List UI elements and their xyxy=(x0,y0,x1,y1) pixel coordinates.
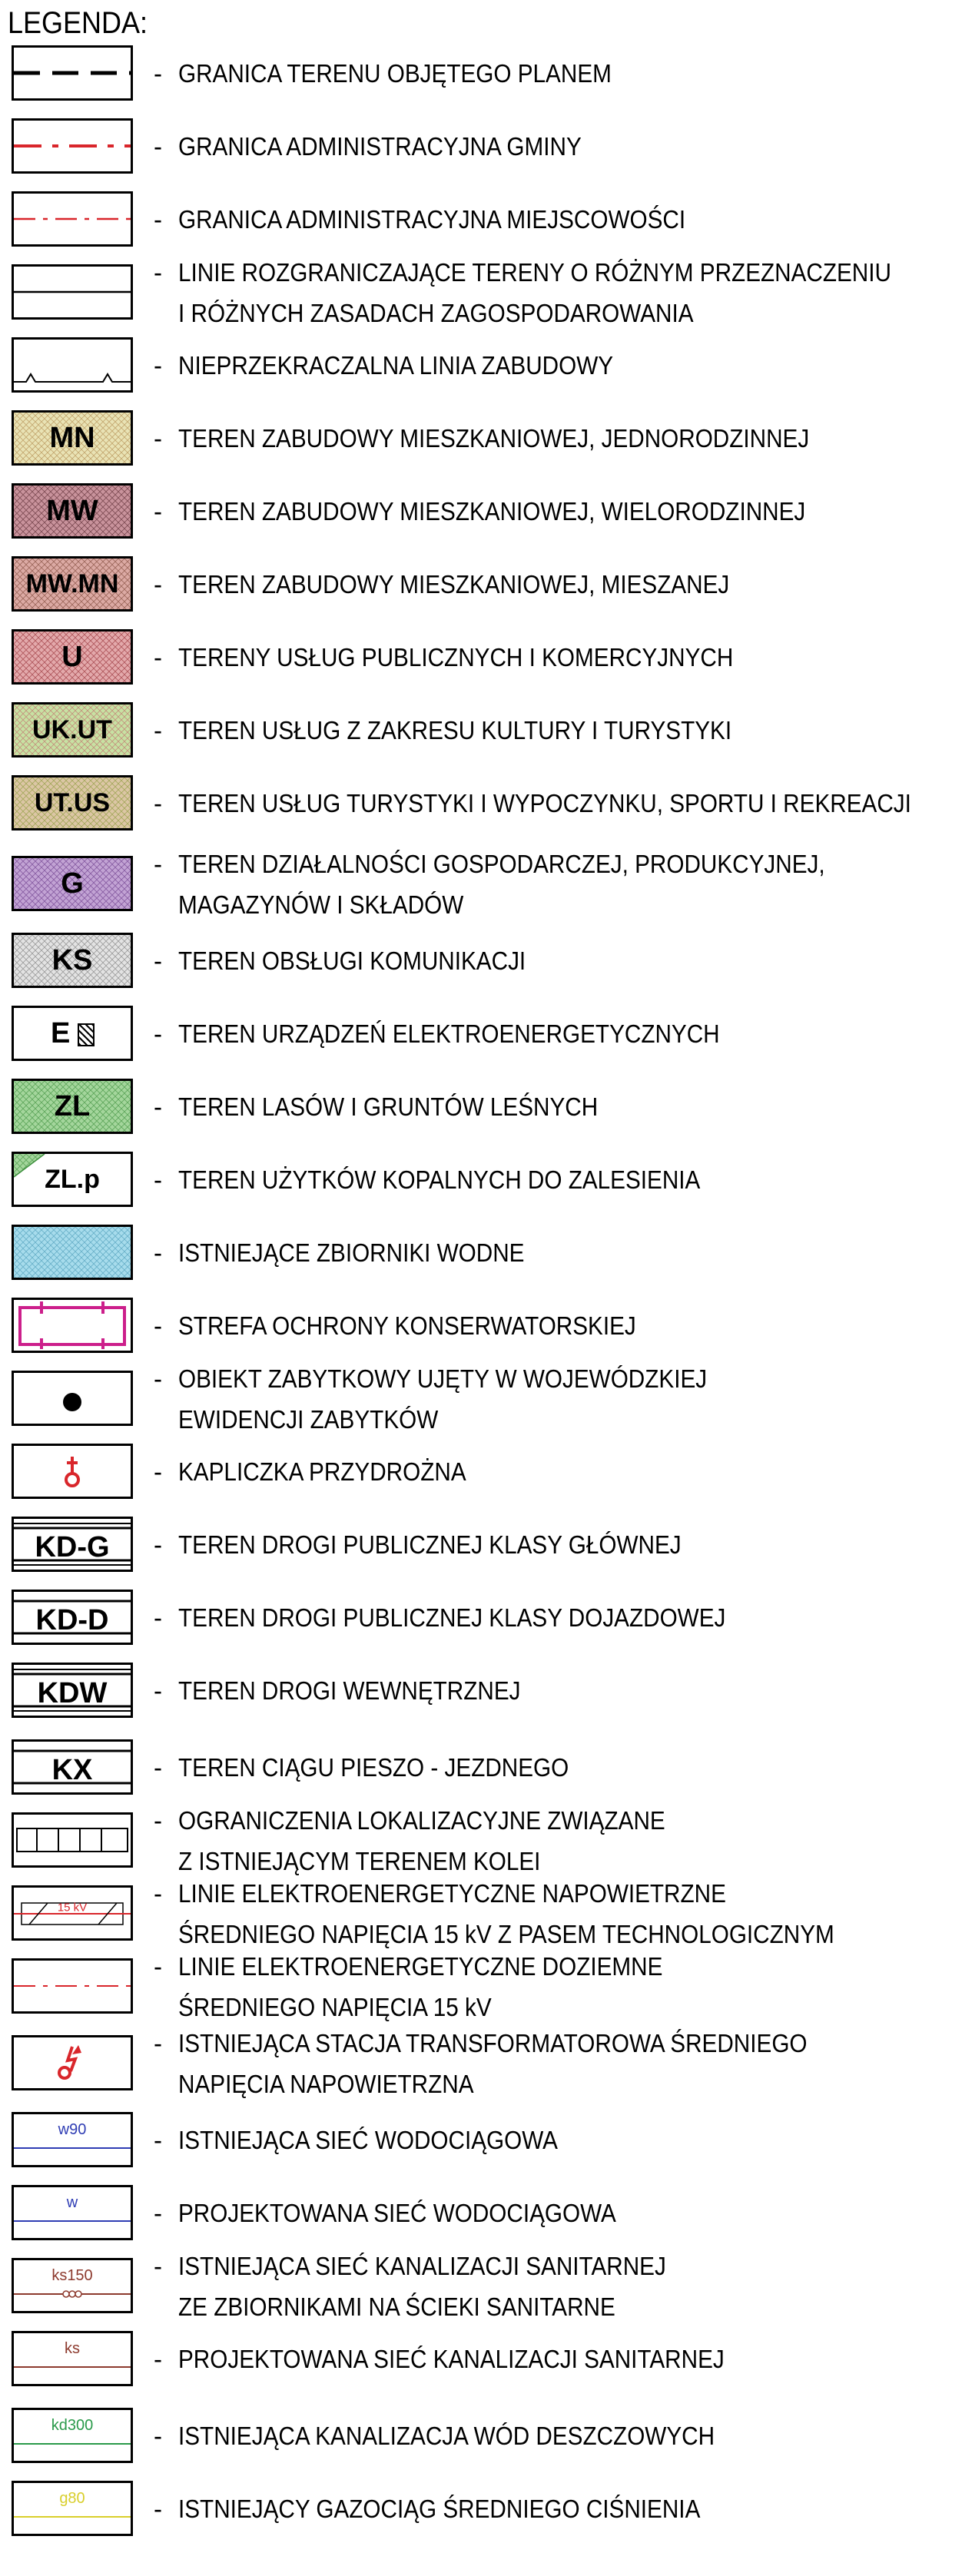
bullet-dash: - xyxy=(154,2126,162,2154)
description-line: TEREN USŁUG TURYSTYKI I WYPOCZYNKU, SPORTU I REKREACJI xyxy=(178,789,911,817)
symbol-graphic xyxy=(14,1446,131,1497)
description-line: OGRANICZENIA LOKALIZACYJNE ZWIĄZANE xyxy=(178,1806,665,1835)
legend-description xyxy=(178,1670,520,1711)
legend-item xyxy=(0,483,962,539)
legend-symbol xyxy=(12,1152,133,1207)
symbol-code: MW.MN xyxy=(25,569,119,598)
bullet-dash: - xyxy=(154,1879,162,1908)
symbol-graphic xyxy=(14,340,131,390)
description-line: TEREN CIĄGU PIESZO - JEZDNEGO xyxy=(178,1753,569,1782)
tank-circle xyxy=(69,2291,75,2297)
bullet-dash: - xyxy=(154,1952,162,1981)
description-line: ISTNIEJĄCA KANALIZACJA WÓD DESZCZOWYCH xyxy=(178,2422,715,2450)
legend-item xyxy=(0,1590,962,1645)
description-line: STREFA OCHRONY KONSERWATORSKIEJ xyxy=(178,1311,636,1340)
description-line: GRANICA ADMINISTRACYJNA MIEJSCOWOŚCI xyxy=(178,205,686,234)
symbol-graphic xyxy=(14,2037,131,2088)
legend-description xyxy=(178,2488,700,2529)
legend-item xyxy=(0,1663,962,1718)
symbol-code: ks150 xyxy=(51,2266,93,2284)
legend-symbol xyxy=(12,410,133,466)
legend-description xyxy=(178,1800,665,1881)
bullet-dash: - xyxy=(154,1457,162,1486)
symbol-code: ks xyxy=(65,2339,80,2357)
legend-item xyxy=(0,45,962,101)
building-line xyxy=(14,374,131,382)
bullet-dash: - xyxy=(154,1165,162,1194)
bullet-dash: - xyxy=(154,2345,162,2373)
bullet-dash: - xyxy=(154,1806,162,1835)
symbol-code: UT.US xyxy=(34,788,111,817)
description-line: TEREN USŁUG Z ZAKRESU KULTURY I TURYSTYKI xyxy=(178,716,732,744)
legend-description xyxy=(178,564,729,605)
legend-symbol xyxy=(12,1517,133,1572)
legend-description xyxy=(178,1747,569,1788)
description-line: TEREN DROGI WEWNĘTRZNEJ xyxy=(178,1676,521,1705)
bullet-dash: - xyxy=(154,2422,162,2450)
legend-symbol xyxy=(12,2185,133,2240)
bullet-dash: - xyxy=(154,1676,162,1705)
description-line: TERENY USŁUG PUBLICZNYCH I KOMERCYJNYCH xyxy=(178,643,734,671)
description-line: ISTNIEJĄCA STACJA TRANSFORMATOROWA ŚREDNIEGO xyxy=(178,2029,808,2057)
legend-item xyxy=(0,629,962,685)
description-line: ISTNIEJĄCA SIEĆ KANALIZACJI SANITARNEJ xyxy=(178,2252,666,2280)
legend-symbol xyxy=(12,45,133,101)
legend-symbol xyxy=(12,933,133,988)
bullet-dash: - xyxy=(154,716,162,744)
bullet-dash: - xyxy=(154,789,162,817)
description-line: LINIE ELEKTROENERGETYCZNE DOZIEMNE xyxy=(178,1952,663,1981)
legend-description xyxy=(178,1524,682,1565)
legend-description xyxy=(178,53,612,94)
symbol-code: kd300 xyxy=(51,2416,94,2434)
description-line: TEREN ZABUDOWY MIESZKANIOWEJ, MIESZANEJ xyxy=(178,570,730,598)
bullet-dash: - xyxy=(154,570,162,598)
symbol-code: MW xyxy=(46,495,98,527)
legend-symbol xyxy=(12,191,133,247)
bullet-dash: - xyxy=(154,1603,162,1632)
description-line: TEREN ZABUDOWY MIESZKANIOWEJ, WIELORODZINNEJ xyxy=(178,497,806,525)
legend-description xyxy=(178,1159,700,1200)
symbol-code: KD-D xyxy=(35,1603,109,1636)
description-line: TEREN DROGI PUBLICZNEJ KLASY GŁÓWNEJ xyxy=(178,1530,682,1559)
legend-description xyxy=(178,345,613,386)
legend-symbol xyxy=(12,1298,133,1353)
legend-item xyxy=(0,1806,962,1875)
legend-symbol xyxy=(12,337,133,393)
description-line: ISTNIEJĄCE ZBIORNIKI WODNE xyxy=(178,1238,525,1267)
description-line: TEREN ZABUDOWY MIESZKANIOWEJ, JEDNORODZINNEJ xyxy=(178,424,810,453)
legend-description xyxy=(178,1597,725,1638)
symbol-code: KS xyxy=(51,944,93,976)
legend-description xyxy=(178,940,526,981)
legend-symbol xyxy=(12,2258,133,2313)
bullet-dash: - xyxy=(154,2495,162,2523)
legend-description xyxy=(178,844,825,925)
symbol-graphic xyxy=(14,1961,131,2011)
description-line: TEREN DROGI PUBLICZNEJ KLASY DOJAZDOWEJ xyxy=(178,1603,726,1632)
description-line: ZE ZBIORNIKAMI NA ŚCIEKI SANITARNE xyxy=(178,2293,615,2321)
legend-item xyxy=(0,1879,962,1948)
legend-description xyxy=(178,1305,636,1346)
legend-symbol xyxy=(12,264,133,320)
legend-item xyxy=(0,2029,962,2098)
legend-symbol xyxy=(12,856,133,911)
legend-item xyxy=(0,1444,962,1499)
bullet-dash: - xyxy=(154,850,162,878)
legend-symbol xyxy=(12,2112,133,2167)
symbol-code: KX xyxy=(51,1753,93,1786)
legend-description xyxy=(178,2415,715,2456)
legend-description xyxy=(178,783,911,824)
symbol-code: w90 xyxy=(58,2120,87,2138)
description-line: ŚREDNIEGO NAPIĘCIA 15 kV xyxy=(178,1993,492,2021)
symbol-graphic xyxy=(14,48,131,98)
bullet-dash: - xyxy=(154,59,162,88)
legend-symbol xyxy=(12,1590,133,1645)
description-line: TEREN URZĄDZEŃ ELEKTROENERGETYCZNYCH xyxy=(178,1019,720,1048)
legend-description xyxy=(178,1013,720,1054)
bullet-dash: - xyxy=(154,1238,162,1267)
description-line: OBIEKT ZABYTKOWY UJĘTY W WOJEWÓDZKIEJ xyxy=(178,1364,708,1393)
legend-item xyxy=(0,1364,962,1434)
monument-dot xyxy=(63,1393,81,1411)
legend-item xyxy=(0,2185,962,2240)
legend-item xyxy=(0,850,962,919)
bolt-head xyxy=(72,2045,81,2054)
legend-item xyxy=(0,2408,962,2463)
description-line: NIEPRZEKRACZALNA LINIA ZABUDOWY xyxy=(178,351,614,380)
symbol-code: 15 kV xyxy=(57,1901,88,1915)
legend-symbol xyxy=(12,1079,133,1134)
legend-description xyxy=(178,1873,834,1954)
legend-symbol xyxy=(12,2035,133,2090)
bullet-dash: - xyxy=(154,205,162,234)
bullet-dash: - xyxy=(154,1753,162,1782)
symbol-code: G xyxy=(61,867,84,900)
symbol-graphic xyxy=(14,1300,131,1351)
legend-item xyxy=(0,1079,962,1134)
bullet-dash: - xyxy=(154,2252,162,2280)
legend-symbol xyxy=(12,775,133,830)
description-line: Z ISTNIEJĄCYM TERENEM KOLEI xyxy=(178,1847,541,1875)
description-line: ISTNIEJĄCA SIEĆ WODOCIĄGOWA xyxy=(178,2126,558,2154)
legend-symbol xyxy=(12,1958,133,2014)
legend-description xyxy=(178,2193,616,2233)
bullet-dash: - xyxy=(154,1311,162,1340)
legend-description xyxy=(178,2120,558,2160)
chapel-circle xyxy=(66,1474,78,1486)
bullet-dash: - xyxy=(154,1530,162,1559)
legend-item xyxy=(0,1006,962,1061)
trafo-circle xyxy=(59,2067,70,2078)
rail-box xyxy=(17,1828,128,1852)
description-line: NAPIĘCIA NAPOWIETRZNA xyxy=(178,2070,474,2098)
legend-item xyxy=(0,1517,962,1572)
legend-item xyxy=(0,1152,962,1207)
legend-description xyxy=(178,1086,598,1127)
legend-item xyxy=(0,258,962,327)
symbol-graphic xyxy=(14,1815,131,1865)
legend-symbol xyxy=(12,1371,133,1426)
tank-circle xyxy=(63,2291,69,2297)
bullet-dash: - xyxy=(154,947,162,975)
bullet-dash: - xyxy=(154,1364,162,1393)
legend-item xyxy=(0,2112,962,2167)
bullet-dash: - xyxy=(154,1019,162,1048)
legend-item xyxy=(0,775,962,830)
legend-description xyxy=(178,199,685,240)
symbol-graphic xyxy=(14,121,131,171)
legend-symbol xyxy=(12,1006,133,1061)
legend-description xyxy=(178,2339,725,2379)
legend-symbol xyxy=(12,629,133,685)
legend-description xyxy=(178,418,809,459)
bullet-dash: - xyxy=(154,497,162,525)
description-line: TEREN UŻYTKÓW KOPALNYCH DO ZALESIENIA xyxy=(178,1165,701,1194)
symbol-code: E xyxy=(51,1019,131,1048)
bullet-dash: - xyxy=(154,258,162,287)
legend-description xyxy=(178,491,805,532)
legend-item xyxy=(0,2331,962,2386)
symbol-code: KDW xyxy=(37,1676,108,1709)
legend-symbol xyxy=(12,1444,133,1499)
description-line: KAPLICZKA PRZYDROŻNA xyxy=(178,1457,466,1486)
legend-item xyxy=(0,337,962,393)
legend-description xyxy=(178,2023,808,2104)
description-line: PROJEKTOWANA SIEĆ WODOCIĄGOWA xyxy=(178,2199,616,2227)
legend-description xyxy=(178,1232,524,1273)
legend-symbol xyxy=(12,2408,133,2463)
substation-icon xyxy=(78,1023,95,1046)
symbol-graphic xyxy=(14,1373,131,1424)
description-line: PROJEKTOWANA SIEĆ KANALIZACJI SANITARNEJ xyxy=(178,2345,725,2373)
zone-frame xyxy=(20,1308,124,1344)
area-hatch xyxy=(14,1227,131,1278)
symbol-code: U xyxy=(61,641,83,673)
legend-symbol xyxy=(12,1739,133,1795)
description-line: GRANICA TERENU OBJĘTEGO PLANEM xyxy=(178,59,612,88)
symbol-graphic xyxy=(14,1227,131,1278)
legend-symbol xyxy=(12,2331,133,2386)
symbol-code: MN xyxy=(49,422,95,454)
legend-symbol xyxy=(12,1812,133,1868)
legend-item xyxy=(0,556,962,612)
description-line: LINIE ROZGRANICZAJĄCE TERENY O RÓŻNYM PRZEZNACZENIU xyxy=(178,258,891,287)
legend-item xyxy=(0,410,962,466)
tank-circle xyxy=(75,2291,81,2297)
symbol-graphic xyxy=(14,267,131,317)
legend-description xyxy=(178,252,891,333)
legend-item xyxy=(0,933,962,988)
legend-item xyxy=(0,1298,962,1353)
description-line: TEREN OBSŁUGI KOMUNIKACJI xyxy=(178,947,526,975)
legend-symbol xyxy=(12,1225,133,1280)
legend-symbol xyxy=(12,2481,133,2536)
description-line: ISTNIEJĄCY GAZOCIĄG ŚREDNIEGO CIŚNIENIA xyxy=(178,2495,701,2523)
description-line: TEREN LASÓW I GRUNTÓW LEŚNYCH xyxy=(178,1092,599,1121)
legend-title: LEGENDA: xyxy=(8,6,148,40)
bullet-dash: - xyxy=(154,1092,162,1121)
symbol-code: g80 xyxy=(59,2489,85,2507)
description-line: GRANICA ADMINISTRACYJNA GMINY xyxy=(178,132,582,161)
symbol-code: ZL.p xyxy=(45,1165,100,1194)
bullet-dash: - xyxy=(154,2029,162,2057)
description-line: I RÓŻNYCH ZASADACH ZAGOSPODAROWANIA xyxy=(178,299,694,327)
legend-item xyxy=(0,118,962,174)
legend-symbol xyxy=(12,556,133,612)
legend-item xyxy=(0,1952,962,2021)
description-line: LINIE ELEKTROENERGETYCZNE NAPOWIETRZNE xyxy=(178,1879,726,1908)
description-line: MAGAZYNÓW I SKŁADÓW xyxy=(178,890,464,919)
legend-description xyxy=(178,637,733,678)
symbol-code: w xyxy=(66,2193,78,2211)
legend-description xyxy=(178,1451,466,1492)
legend-symbol xyxy=(12,702,133,758)
bullet-dash: - xyxy=(154,2199,162,2227)
symbol-code: ZL xyxy=(54,1090,91,1122)
legend-symbol xyxy=(12,1885,133,1941)
legend-item xyxy=(0,2481,962,2536)
legend-description xyxy=(178,1358,707,1440)
legend-item xyxy=(0,702,962,758)
bullet-dash: - xyxy=(154,132,162,161)
legend-symbol xyxy=(12,118,133,174)
legend-symbol xyxy=(12,1663,133,1718)
legend-item xyxy=(0,1225,962,1280)
legend-description xyxy=(178,710,731,751)
legend-item xyxy=(0,2252,962,2321)
symbol-graphic xyxy=(14,194,131,244)
description-line: EWIDENCJI ZABYTKÓW xyxy=(178,1405,439,1434)
bullet-dash: - xyxy=(154,351,162,380)
legend-symbol xyxy=(12,483,133,539)
legend-item xyxy=(0,1739,962,1795)
symbol-code: UK.UT xyxy=(32,715,112,744)
bullet-dash: - xyxy=(154,424,162,453)
legend-description xyxy=(178,1946,662,2027)
symbol-code: KD-G xyxy=(35,1530,110,1563)
description-line: ŚREDNIEGO NAPIĘCIA 15 kV Z PASEM TECHNOLOGICZNYM xyxy=(178,1920,834,1948)
bullet-dash: - xyxy=(154,643,162,671)
legend-item xyxy=(0,191,962,247)
description-line: TEREN DZIAŁALNOŚCI GOSPODARCZEJ, PRODUKCYJNEJ, xyxy=(178,850,825,878)
legend-description xyxy=(178,126,582,167)
legend-description xyxy=(178,2246,666,2327)
